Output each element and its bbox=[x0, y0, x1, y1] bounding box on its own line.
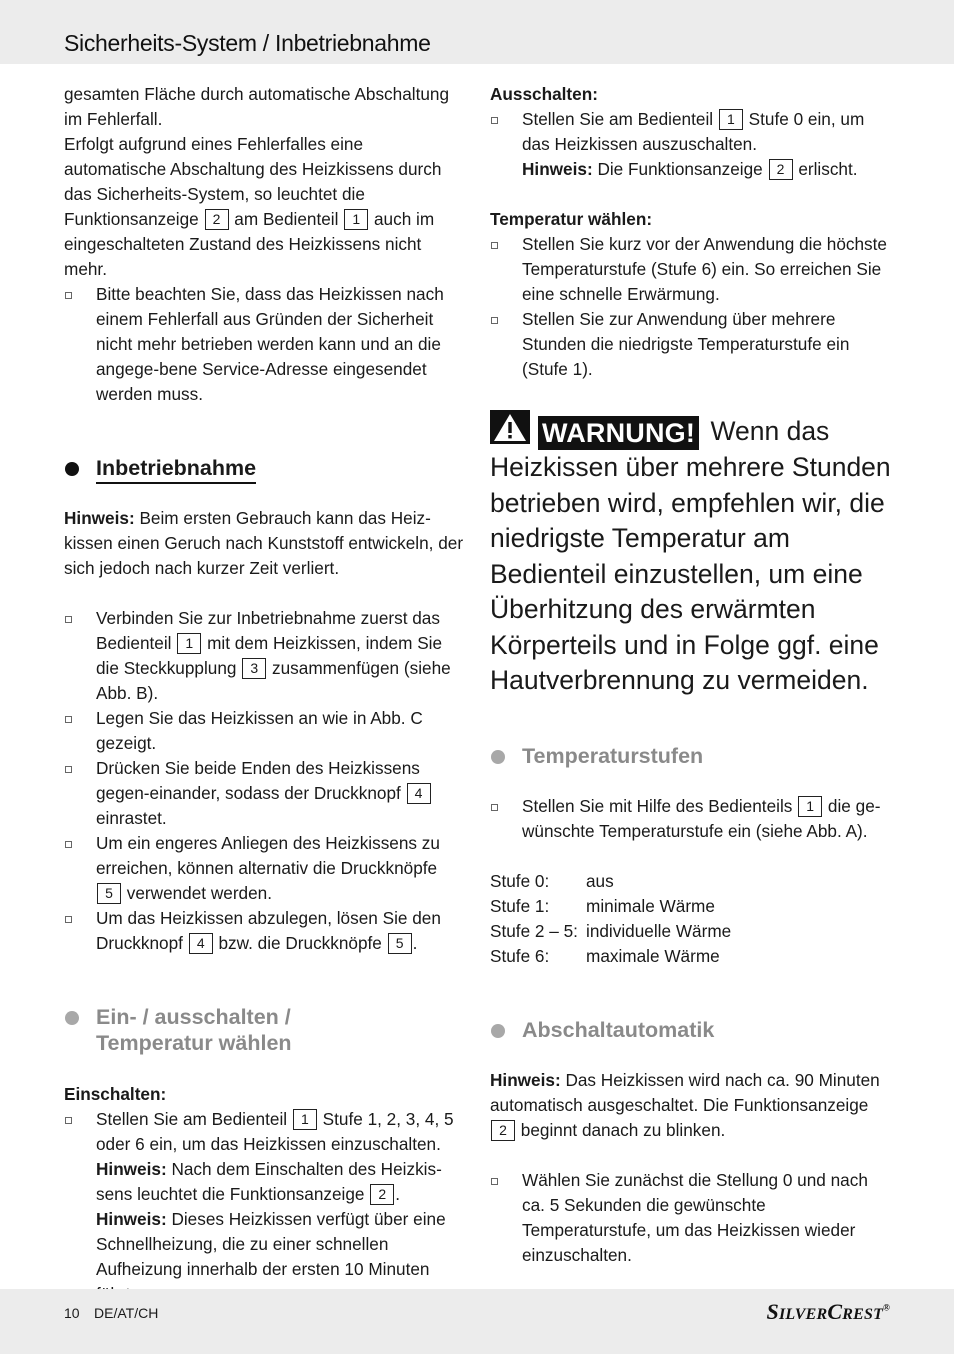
text: einrastet. bbox=[96, 808, 167, 828]
bullet-dot-icon bbox=[491, 750, 505, 764]
bullet-dot-icon bbox=[65, 462, 79, 476]
page-title: Sicherheits-System / Inbetriebnahme bbox=[64, 30, 431, 56]
brand-letter: C bbox=[827, 1299, 843, 1324]
text: Um das Heizkissen abzulegen, lösen Sie den Druckknopf bbox=[96, 908, 441, 953]
list-item bbox=[490, 232, 892, 307]
stufen-row bbox=[490, 944, 892, 969]
paragraph bbox=[64, 132, 464, 282]
text: Legen Sie das Heizkissen an wie in Abb. C gezeigt. bbox=[96, 708, 423, 753]
page-number: 10 bbox=[64, 1305, 80, 1321]
section-heading-text: Temperaturstufen bbox=[522, 743, 704, 768]
list-item-text: Bitte beachten Sie, dass das Heizkissen nach einem Fehlerfall aus Gründen der Sicherheit nicht mehr betrieben werden kann und an die angege-bene Service-Adresse eingesendet werden muss. bbox=[96, 284, 444, 404]
note bbox=[490, 1068, 892, 1143]
section-heading-temperaturstufen bbox=[490, 743, 892, 769]
text: Erfolgt aufgrund eines Fehlerfalles eine automatische Abschaltung des Heizkissens durch das Sicherheits-System, so leuchtet die Funktionsanzeige bbox=[64, 134, 442, 229]
stufen-row bbox=[490, 894, 892, 919]
left-column bbox=[64, 82, 464, 1307]
list-item bbox=[490, 307, 892, 382]
checkbox-bullet-icon bbox=[65, 766, 72, 773]
text: Stellen Sie mit Hilfe des Bedienteils bbox=[522, 795, 793, 816]
stufe-key: Stufe 2 – 5: bbox=[490, 920, 578, 941]
warning-text: Wenn das Heizkissen über mehrere Stunden betrieben wird, empfehlen wir, die niedrigste Temperatur am Bedienteil einzustellen, um eine Überhitzung des erwärmten Körperteils und in Folge ggf. eine Hautverbrennung zu vermeiden. bbox=[490, 416, 891, 695]
brand-letters: REST bbox=[842, 1306, 884, 1323]
note-label: Hinweis: bbox=[522, 159, 593, 179]
list-item bbox=[490, 1168, 892, 1268]
stufen-row bbox=[490, 869, 892, 894]
text: Die Funktionsanzeige bbox=[597, 159, 763, 179]
part-number: 5 bbox=[97, 883, 121, 904]
list-item bbox=[490, 794, 892, 844]
subheading-temperatur: Temperatur wählen: bbox=[490, 209, 653, 229]
checkbox-bullet-icon bbox=[491, 117, 498, 124]
stufe-value: aus bbox=[586, 870, 614, 891]
checkbox-bullet-icon bbox=[491, 242, 498, 249]
section-heading-text: Inbetriebnahme bbox=[96, 456, 256, 484]
bullet-dot-icon bbox=[65, 1011, 79, 1025]
section-heading-text: Abschaltautomatik bbox=[522, 1017, 715, 1042]
checkbox-bullet-icon bbox=[65, 841, 72, 848]
section-heading-text: Temperatur wählen bbox=[96, 1031, 292, 1055]
text: Stellen Sie kurz vor der Anwendung die höchste Temperaturstufe (Stufe 6) ein. So erreichen Sie eine schnelle Erwärmung. bbox=[522, 234, 887, 304]
bullet-dot-icon bbox=[491, 1024, 505, 1038]
paragraph: gesamten Fläche durch automatische Abschaltung im Fehlerfall. bbox=[64, 84, 450, 129]
text: Nach dem Einschalten des Heizkis-sens leuchtet die Funktionsanzeige bbox=[96, 1159, 442, 1204]
part-number: 2 bbox=[769, 159, 793, 180]
text: Verbinden Sie zur Inbetriebnahme zuerst das Bedienteil bbox=[96, 608, 440, 653]
stufen-row bbox=[490, 919, 892, 944]
part-number: 2 bbox=[491, 1120, 515, 1141]
part-number: 1 bbox=[798, 796, 822, 817]
checkbox-bullet-icon bbox=[65, 292, 72, 299]
part-number: 1 bbox=[293, 1109, 317, 1130]
note bbox=[64, 506, 464, 581]
section-heading-ein-ausschalten bbox=[64, 1004, 464, 1056]
list-item bbox=[490, 107, 892, 182]
list-item bbox=[64, 706, 464, 756]
list-item bbox=[64, 282, 464, 407]
note-label: Hinweis: bbox=[64, 508, 135, 528]
text: mit dem Heizkissen, indem Sie die Steckkupplung bbox=[96, 633, 443, 678]
warning-block bbox=[490, 410, 892, 699]
part-number: 1 bbox=[719, 109, 743, 130]
part-number: 1 bbox=[344, 209, 368, 230]
stufe-key: Stufe 6: bbox=[490, 945, 550, 966]
text: erlischt. bbox=[798, 159, 858, 179]
stufe-value: individuelle Wärme bbox=[586, 920, 732, 941]
text: Stellen Sie am Bedienteil bbox=[522, 109, 714, 129]
stufe-value: maximale Wärme bbox=[586, 945, 720, 966]
text: die ge-wünschte Temperaturstufe ein (siehe Abb. A). bbox=[522, 795, 881, 841]
note-label: Hinweis: bbox=[96, 1209, 167, 1229]
text: bzw. die Druckknöpfe bbox=[218, 933, 382, 953]
text: Das Heizkissen wird nach ca. 90 Minuten automatisch ausgeschaltet. Die Funktionsanzeige bbox=[490, 1069, 880, 1115]
checkbox-bullet-icon bbox=[65, 916, 72, 923]
text: . bbox=[412, 933, 418, 953]
text: . bbox=[395, 1184, 401, 1204]
part-number: 4 bbox=[189, 933, 213, 954]
stufe-value: minimale Wärme bbox=[586, 895, 715, 916]
page-footer bbox=[0, 1289, 954, 1354]
checkbox-bullet-icon bbox=[491, 804, 498, 811]
section-heading-inbetriebnahme bbox=[64, 455, 464, 481]
text: Stellen Sie zur Anwendung über mehrere Stunden die niedrigste Temperaturstufe ein (Stufe 1). bbox=[522, 309, 850, 379]
list-item bbox=[64, 606, 464, 706]
text: Wählen Sie zunächst die Stellung 0 und nach ca. 5 Sekunden die gewünschte Temperaturstufe, um das Heizkissen wieder einzuschalten. bbox=[522, 1169, 868, 1265]
list-item bbox=[64, 756, 464, 831]
stufen-table bbox=[490, 869, 892, 969]
text: beginnt danach zu blinken. bbox=[520, 1119, 726, 1140]
text: zusammenfügen (siehe Abb. B). bbox=[96, 658, 451, 703]
part-number: 2 bbox=[370, 1184, 394, 1205]
text: Stufe 1, 2, 3, 4, 5 oder 6 ein, um das Heizkissen einzuschalten. bbox=[96, 1109, 454, 1154]
brand-logo bbox=[767, 1299, 891, 1325]
part-number: 1 bbox=[177, 633, 201, 654]
brand-letters: ILVER bbox=[778, 1306, 828, 1323]
part-number: 4 bbox=[407, 783, 431, 804]
stufe-key: Stufe 1: bbox=[490, 895, 550, 916]
subheading-ausschalten: Ausschalten: bbox=[490, 84, 598, 104]
text: Um ein engeres Anliegen des Heizkissens zu erreichen, können alternativ die Druckknöpfe bbox=[96, 833, 440, 878]
note-label: Hinweis: bbox=[96, 1159, 167, 1179]
checkbox-bullet-icon bbox=[65, 716, 72, 723]
text: Stufe 0 ein, um das Heizkissen auszuschalten. bbox=[522, 109, 865, 154]
list-item bbox=[64, 906, 464, 956]
warning-triangle-icon bbox=[490, 410, 530, 444]
page-header bbox=[0, 0, 954, 64]
part-number: 5 bbox=[388, 933, 412, 954]
list-item bbox=[64, 1107, 464, 1307]
stufe-key: Stufe 0: bbox=[490, 870, 550, 891]
text: am Bedienteil bbox=[234, 209, 339, 229]
country-codes: DE/AT/CH bbox=[94, 1305, 159, 1321]
checkbox-bullet-icon bbox=[65, 616, 72, 623]
section-heading-text: Ein- / ausschalten / bbox=[96, 1005, 291, 1029]
text: verwendet werden. bbox=[126, 883, 273, 903]
text: Drücken Sie beide Enden des Heizkissens gegen-einander, sodass der Druckknopf bbox=[96, 758, 420, 803]
note-text: Beim ersten Gebrauch kann das Heiz-kissen einen Geruch nach Kunststoff entwickeln, der sich jedoch nach kurzer Zeit verliert. bbox=[64, 508, 464, 578]
note-label: Hinweis: bbox=[490, 1069, 561, 1090]
checkbox-bullet-icon bbox=[491, 1178, 498, 1185]
list-item bbox=[64, 831, 464, 906]
right-column bbox=[490, 82, 892, 1268]
text: auch im eingeschalteten Zustand des Heizkissens nicht mehr. bbox=[64, 209, 435, 279]
text: Stellen Sie am Bedienteil bbox=[96, 1109, 288, 1129]
checkbox-bullet-icon bbox=[491, 317, 498, 324]
registered-mark: ® bbox=[883, 1302, 890, 1313]
subheading-einschalten: Einschalten: bbox=[64, 1084, 167, 1104]
section-heading-abschaltautomatik bbox=[490, 1017, 892, 1043]
part-number: 2 bbox=[205, 209, 229, 230]
warning-badge: WARNUNG! bbox=[538, 416, 699, 450]
text: Dieses Heizkissen verfügt über eine Schnellheizung, die zu einer schnellen Aufheizung innerhalb der ersten 10 Minuten bbox=[96, 1209, 446, 1279]
part-number: 3 bbox=[242, 658, 266, 679]
checkbox-bullet-icon bbox=[65, 1117, 72, 1124]
brand-letter: S bbox=[766, 1299, 779, 1324]
